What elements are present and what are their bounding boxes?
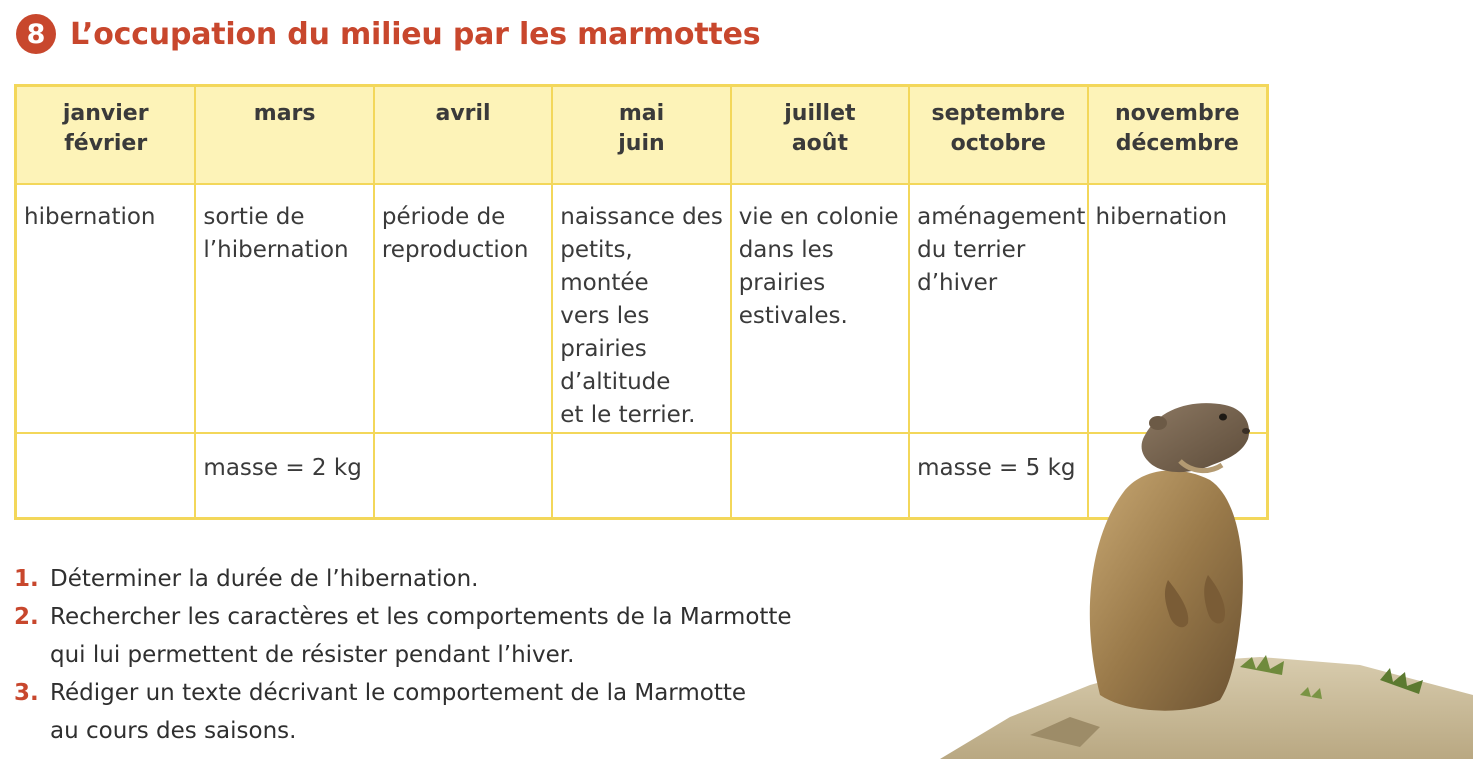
activity-cell: hibernation	[17, 184, 195, 433]
question-text: Rédiger un texte décrivant le comportement de la Marmotte	[50, 680, 747, 706]
question-text: Rechercher les caractères et les comportements de la Marmotte	[50, 604, 792, 630]
question-text: qui lui permettent de résister pendant l’hiver.	[50, 642, 575, 668]
activity-cell: hibernation	[1088, 184, 1266, 433]
mass-cell: masse = 2 kg	[195, 433, 373, 517]
month-header-row	[17, 87, 1266, 184]
month-header: novembre décembre	[1088, 87, 1266, 184]
mass-cell	[17, 433, 195, 517]
month-header: juillet août	[731, 87, 909, 184]
month-header: septembre octobre	[909, 87, 1087, 184]
exercise-title: L’occupation du milieu par les marmottes	[70, 16, 761, 52]
question-number: 3.	[14, 680, 39, 706]
question-text: au cours des saisons.	[50, 718, 297, 744]
month-header: mai juin	[552, 87, 730, 184]
month-header: avril	[374, 87, 552, 184]
question-number: 1.	[14, 566, 39, 592]
month-header: janvier février	[17, 87, 195, 184]
activity-cell: période de reproduction	[374, 184, 552, 433]
mass-cell	[552, 433, 730, 517]
question-number: 2.	[14, 604, 39, 630]
question-item	[14, 560, 792, 598]
question-list	[14, 560, 792, 750]
question-item	[14, 674, 792, 750]
mass-cell	[731, 433, 909, 517]
question-text: Déterminer la durée de l’hibernation.	[50, 566, 479, 592]
activity-cell: sortie de l’hibernation	[195, 184, 373, 433]
marmot-photo	[940, 395, 1473, 759]
exercise-number-badge: 8	[16, 14, 56, 54]
question-item	[14, 598, 792, 674]
mass-cell	[374, 433, 552, 517]
activity-cell: aménagement du terrier d’hiver	[909, 184, 1087, 433]
month-header: mars	[195, 87, 373, 184]
exercise-heading	[16, 14, 760, 54]
mass-cell: masse = 5 kg	[909, 433, 1087, 517]
activity-cell: naissance des petits, montée vers les prairies d’altitude et le terrier.	[552, 184, 730, 433]
activity-cell: vie en colonie dans les prairies estivales.	[731, 184, 909, 433]
